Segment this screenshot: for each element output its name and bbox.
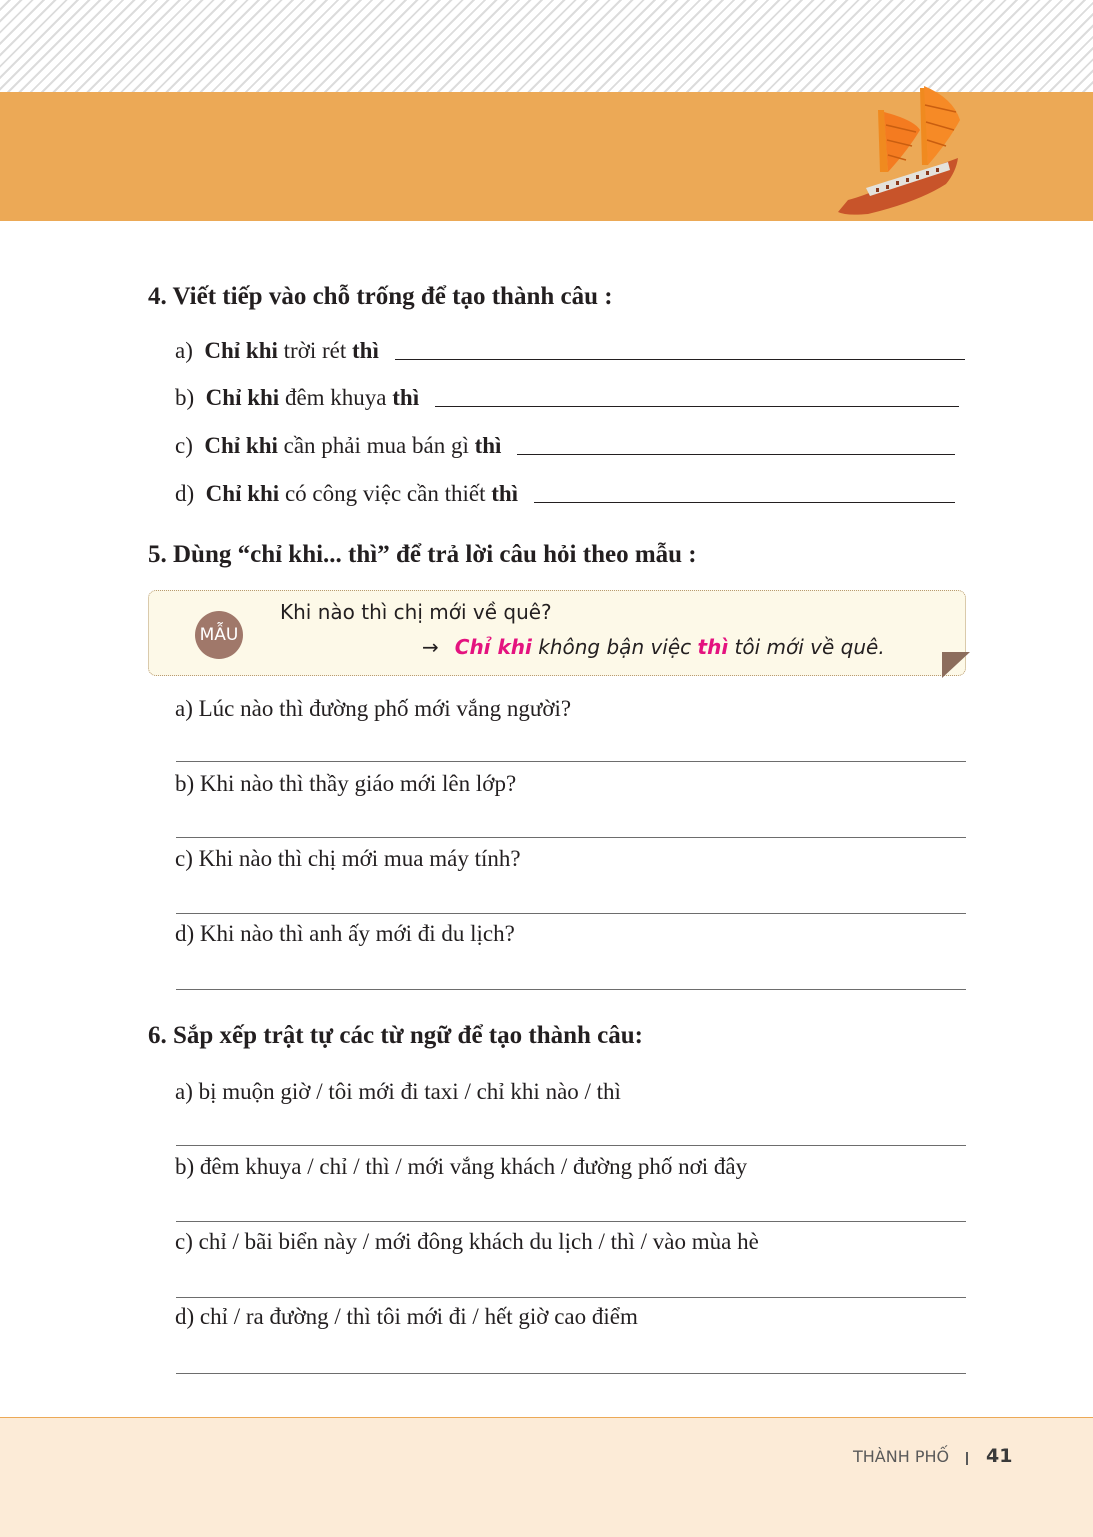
answer-blank[interactable] — [435, 406, 959, 407]
answer-line[interactable] — [176, 1297, 966, 1298]
exercise-6-question-b: b) đêm khuya / chỉ / thì / mới vắng khách / đường phố nơi đây — [175, 1154, 748, 1179]
exercise-6-question-d: d) chỉ / ra đường / thì tôi mới đi / hết giờ cao điểm — [175, 1304, 638, 1329]
answer-line[interactable] — [176, 837, 966, 838]
page-fold-icon — [942, 652, 970, 678]
answer-line[interactable] — [176, 1145, 966, 1146]
answer-blank[interactable] — [534, 502, 955, 503]
exercise-4-item-b: b) Chỉ khi đêm khuya thì — [175, 381, 959, 411]
exercise-5-question-b: b) Khi nào thì thầy giáo mới lên lớp? — [175, 771, 517, 796]
junk-boat-icon — [828, 80, 968, 220]
page-footer — [0, 1417, 1093, 1537]
answer-line[interactable] — [176, 1221, 966, 1222]
exercise-5-heading: 5. Dùng “chỉ khi... thì” để trả lời câu hỏi theo mẫu : — [148, 541, 697, 568]
exercise-4-item-a: a) Chỉ khi trời rét thì — [175, 334, 965, 364]
sample-question: Khi nào thì chị mới về quê? — [280, 600, 552, 624]
exercise-5-question-a: a) Lúc nào thì đường phố mới vắng người? — [175, 696, 572, 721]
answer-blank[interactable] — [395, 359, 965, 360]
exercise-5-question-d: d) Khi nào thì anh ấy mới đi du lịch? — [175, 921, 515, 946]
answer-line[interactable] — [176, 989, 966, 990]
footer-divider — [966, 1452, 968, 1465]
exercise-6-heading: 6. Sắp xếp trật tự các từ ngữ để tạo thành câu: — [148, 1022, 643, 1049]
page-number: 41 — [986, 1445, 1013, 1467]
answer-line[interactable] — [176, 913, 966, 914]
striped-header-band — [0, 0, 1093, 92]
exercise-6-question-c: c) chỉ / bãi biển này / mới đông khách du lịch / thì / vào mùa hè — [175, 1229, 759, 1254]
answer-line[interactable] — [176, 761, 966, 762]
answer-line[interactable] — [176, 1373, 966, 1374]
sample-answer: → Chỉ khi không bận việc thì tôi mới về quê. — [422, 635, 885, 659]
exercise-5-question-c: c) Khi nào thì chị mới mua máy tính? — [175, 846, 521, 871]
exercise-4-item-d: d) Chỉ khi có công việc cần thiết thì — [175, 477, 955, 507]
arrow-right-icon: → — [422, 635, 439, 659]
sample-box — [148, 590, 966, 676]
footer-section-title: THÀNH PHỐ — [853, 1447, 950, 1466]
sample-badge: MẪU — [195, 611, 243, 659]
exercise-6-question-a: a) bị muộn giờ / tôi mới đi taxi / chỉ khi nào / thì — [175, 1079, 621, 1104]
exercise-4-item-c: c) Chỉ khi cần phải mua bán gì thì — [175, 429, 955, 459]
exercise-4-heading: 4. Viết tiếp vào chỗ trống để tạo thành câu : — [148, 283, 613, 310]
answer-blank[interactable] — [517, 454, 955, 455]
